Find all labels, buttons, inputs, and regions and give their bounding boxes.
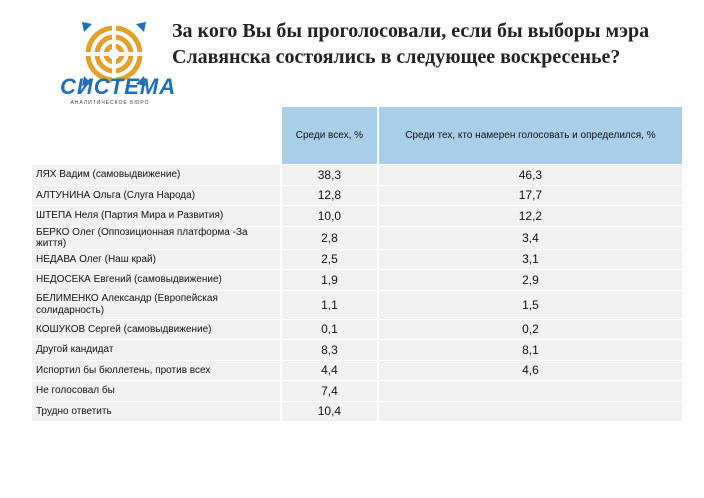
all-percent-cell: 0,1 [282,320,377,340]
table-row [32,270,682,290]
table-row [32,291,682,319]
decided-percent-cell: 3,4 [379,227,682,249]
header-decided: Среди тех, кто намерен голосовать и определился, % [379,107,682,164]
candidate-name-cell: БЕРКО Олег (Оппозиционная платформа -За життя) [32,227,280,249]
header-blank [32,107,280,164]
all-percent-cell: 38,3 [282,165,377,185]
decided-percent-cell: 3,1 [379,250,682,270]
candidate-name-cell: Другой кандидат [32,340,280,360]
decided-percent-cell: 0,2 [379,320,682,340]
candidate-name-cell: БЕЛИМЕНКО Александр (Европейская солидарность) [32,291,280,319]
table-row [32,402,682,422]
decided-percent-cell: 1,5 [379,291,682,319]
page-title: За кого Вы бы проголосовали, если бы выборы мэра Славянска состоялись в следующее воскресенье? [172,20,650,68]
all-percent-cell: 1,1 [282,291,377,319]
candidate-name-cell: Испортил бы бюллетень, против всех [32,361,280,381]
all-percent-cell: 10,0 [282,206,377,226]
table-header-row [32,107,682,164]
all-percent-cell: 2,5 [282,250,377,270]
all-percent-cell: 1,9 [282,270,377,290]
table-row [32,186,682,206]
candidate-name-cell: КОШУКОВ Сергей (самовыдвижение) [32,320,280,340]
decided-percent-cell: 2,9 [379,270,682,290]
table-row [32,165,682,185]
candidate-name-cell: ЛЯХ Вадим (самовыдвижение) [32,165,280,185]
decided-percent-cell: 8,1 [379,340,682,360]
table-row [32,206,682,226]
candidate-name-cell: ШТЕПА Неля (Партия Мира и Развития) [32,206,280,226]
all-percent-cell: 12,8 [282,186,377,206]
decided-percent-cell: 46,3 [379,165,682,185]
decided-percent-cell [379,402,682,422]
decided-percent-cell: 17,7 [379,186,682,206]
table-row [32,320,682,340]
candidate-name-cell: Трудно ответить [32,402,280,422]
table-row [32,361,682,381]
all-percent-cell: 4,4 [282,361,377,381]
table-row [32,340,682,360]
all-percent-cell: 10,4 [282,402,377,422]
table-row [32,227,682,249]
all-percent-cell: 2,8 [282,227,377,249]
table-row [32,381,682,401]
all-percent-cell: 7,4 [282,381,377,401]
candidate-name-cell: АЛТУНИНА Ольга (Слуга Народа) [32,186,280,206]
table-row [32,250,682,270]
logo-text: СИСТЕМА [60,74,177,99]
candidate-name-cell: НЕДОСЕКА Евгений (самовыдвижение) [32,270,280,290]
decided-percent-cell: 4,6 [379,361,682,381]
candidate-name-cell: Не голосовал бы [32,381,280,401]
decided-percent-cell: 12,2 [379,206,682,226]
all-percent-cell: 8,3 [282,340,377,360]
logo-subtitle: АНАЛИТИЧЕСКОЕ БЮРО [70,100,150,106]
header-all: Среди всех, % [282,107,377,164]
decided-percent-cell [379,381,682,401]
results-table [30,106,684,422]
candidate-name-cell: НЕДАВА Олег (Наш край) [32,250,280,270]
